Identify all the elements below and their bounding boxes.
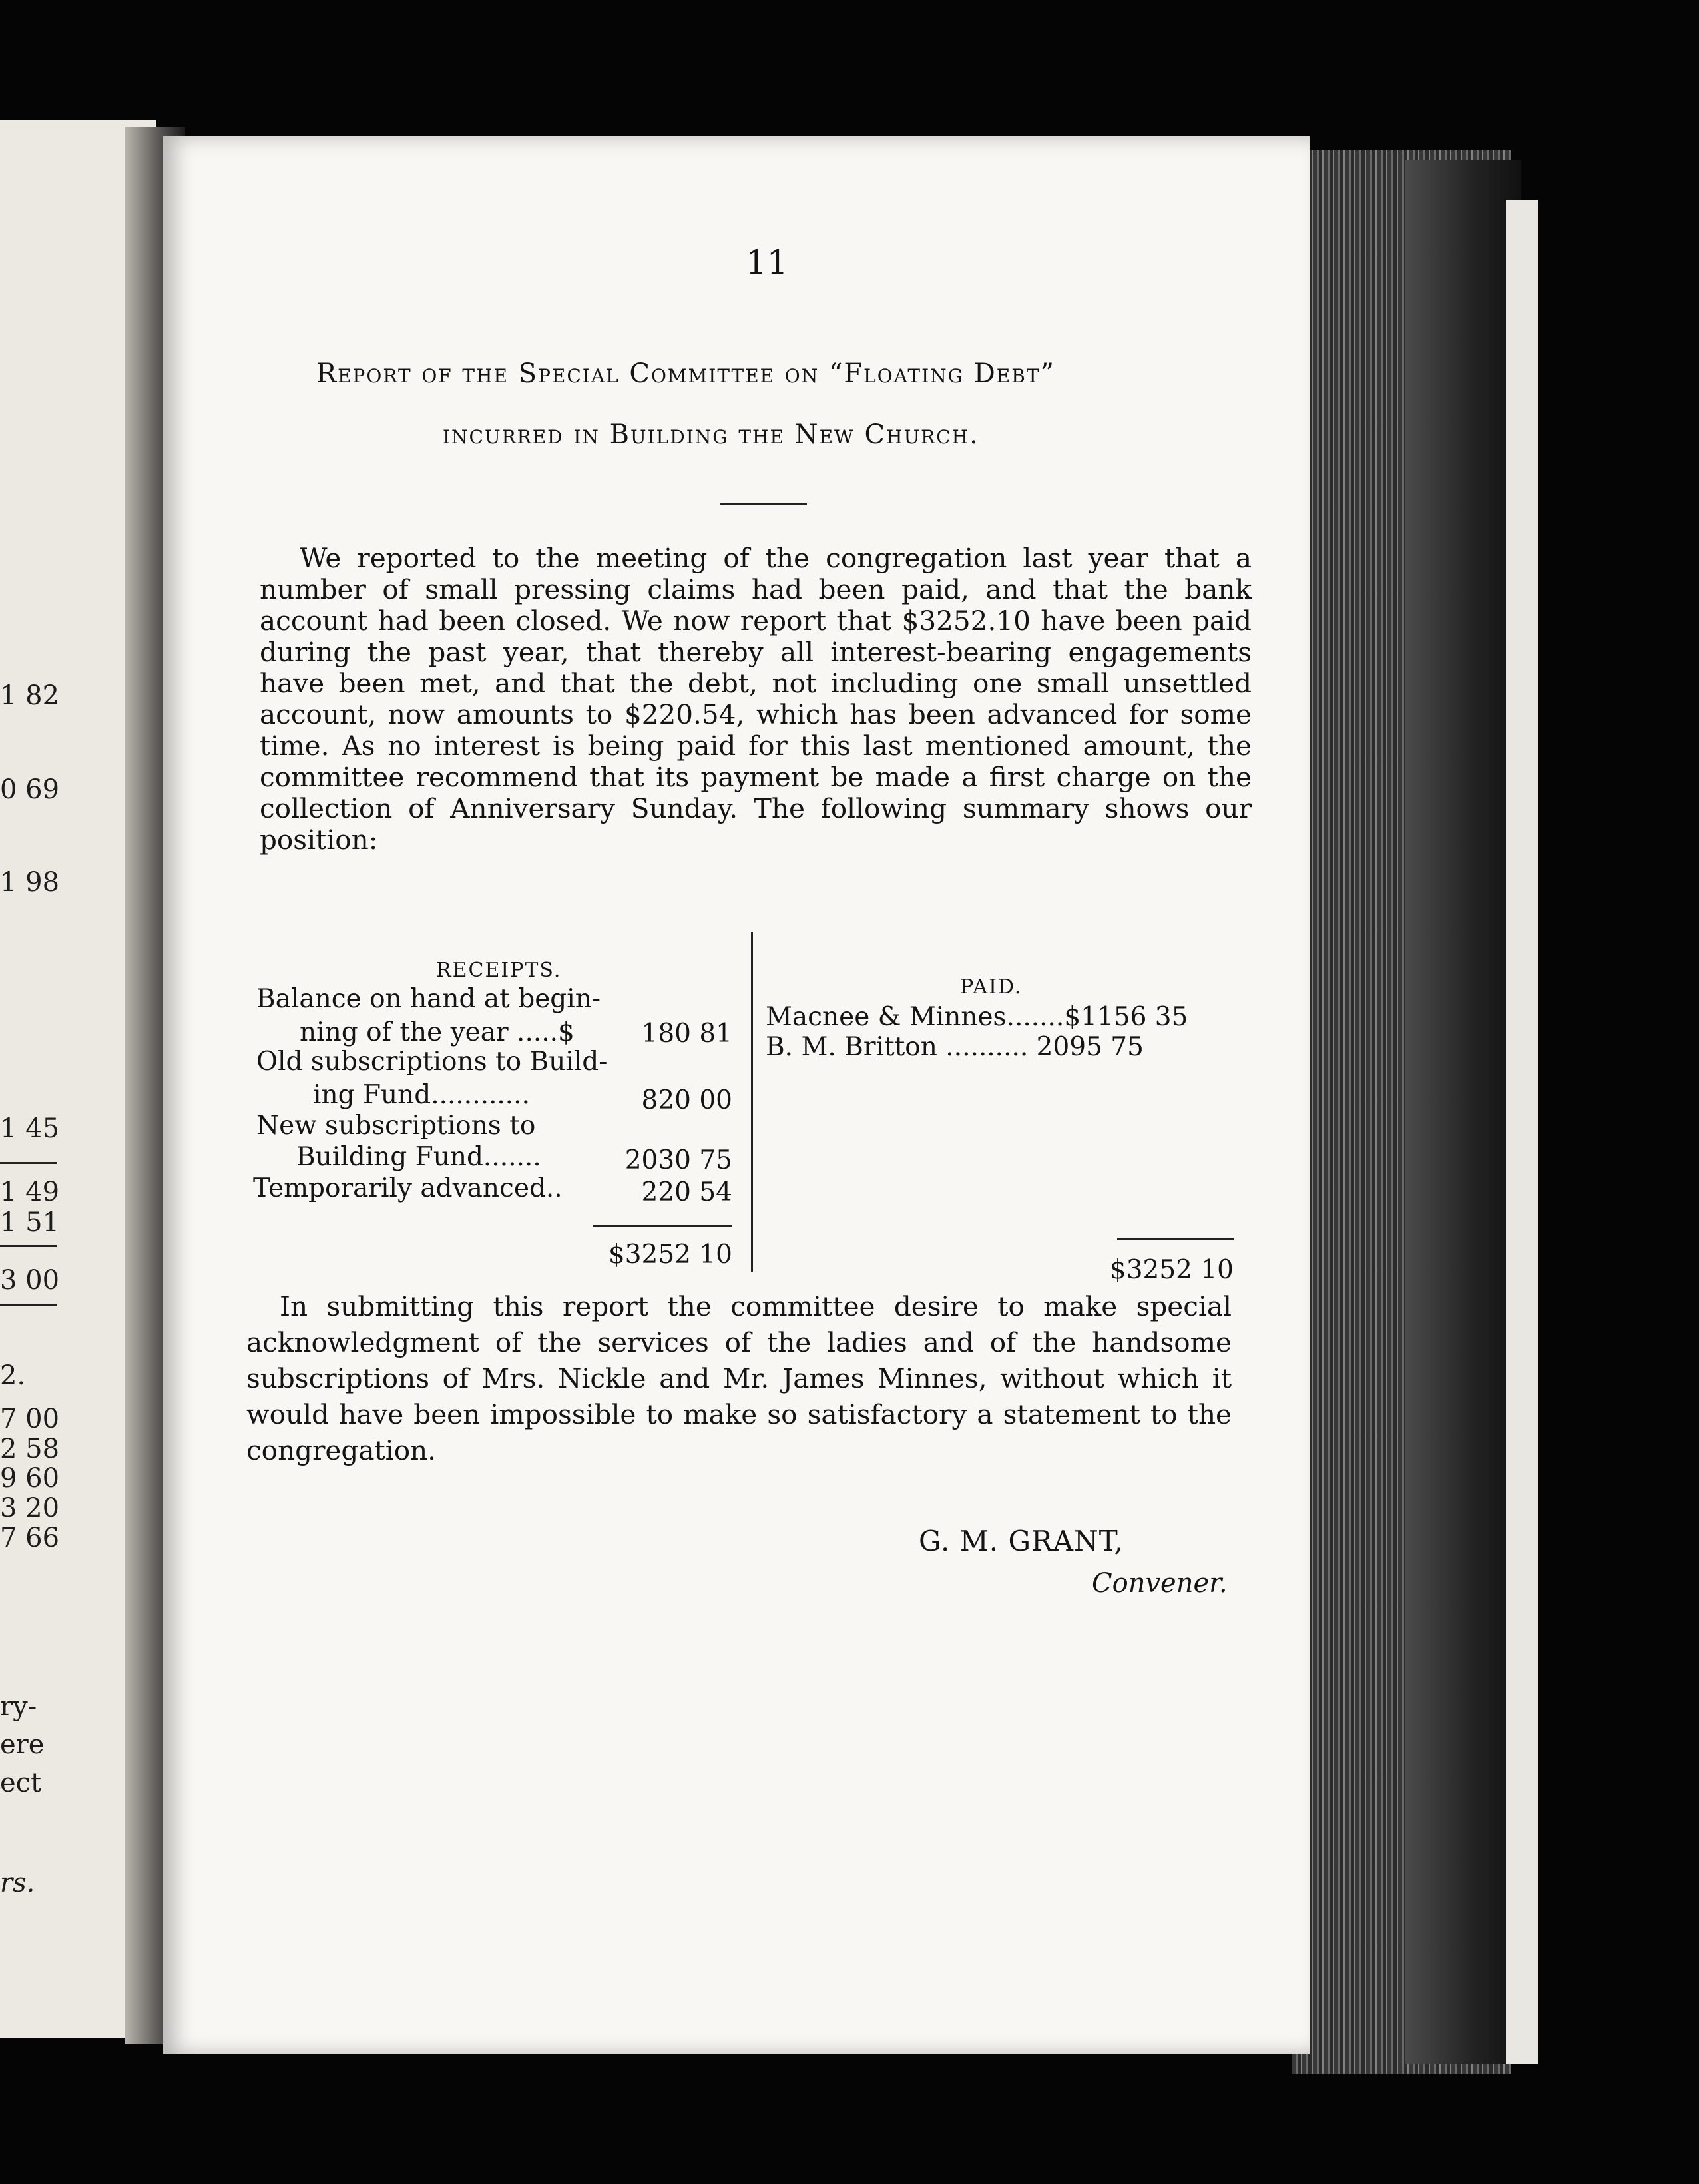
left-fragment: 1 82 — [0, 681, 60, 711]
paid-line: Macnee & Minnes.......$1156 35 — [766, 1002, 1188, 1032]
left-rule — [0, 1162, 57, 1164]
left-fragment: 7 00 — [0, 1404, 60, 1434]
receipts-header: RECEIPTS. — [436, 959, 562, 982]
page-edges-shadow — [1405, 160, 1521, 2064]
left-fragment: 1 45 — [0, 1113, 60, 1144]
closing-text: In submitting this report the committee desire to make special acknowledgment of the services of the ladies and of the handsome subscriptions of Mrs. Nickle and Mr. James Minnes, without which it would have been impossible to make so satisfactory a statement to the congregation. — [246, 1290, 1232, 1466]
receipt-line: Old subscriptions to Build- — [256, 1047, 608, 1077]
paid-header: PAID. — [960, 975, 1023, 999]
receipts-total: $3252 10 — [608, 1240, 732, 1270]
receipts-sum-rule — [593, 1225, 732, 1227]
cover-edge — [1506, 200, 1538, 2064]
left-fragment: 2. — [0, 1360, 26, 1391]
receipt-line: New subscriptions to — [256, 1111, 536, 1141]
paid-sum-rule — [1117, 1238, 1234, 1240]
left-fragment: 1 51 — [0, 1207, 60, 1238]
left-fragment: rs. — [0, 1868, 35, 1898]
receipt-line: Temporarily advanced.. — [253, 1173, 563, 1203]
receipt-line: ning of the year .....$ — [300, 1017, 575, 1047]
left-rule — [0, 1245, 57, 1247]
receipt-amount: 2030 75 — [624, 1145, 732, 1175]
left-fragment: 1 49 — [0, 1177, 60, 1207]
body-paragraph: We reported to the meeting of the congregation last year that a number of small pressing claims had been paid, and that the bank account had been closed. We now report that $3252.10 have been paid during the past year, that thereby all interest-bearing engagements have been met, and that the debt, not including one small unsettled account, now amounts to $220.54, which has been advanced for some time. As no interest is being paid for this last mentioned amount, the committee recommend that its payment be made a first charge on the collection of Anniversary Sunday. The following summary shows our position: — [260, 542, 1252, 856]
receipt-amount: 820 00 — [641, 1085, 732, 1115]
left-rule — [0, 1304, 57, 1306]
signature-name: G. M. GRANT, — [919, 1525, 1124, 1557]
column-divider — [751, 932, 753, 1272]
left-fragment: 3 20 — [0, 1493, 60, 1523]
receipt-amount: 180 81 — [641, 1019, 732, 1049]
left-fragment: 9 60 — [0, 1463, 60, 1494]
left-fragment: ect — [0, 1768, 42, 1798]
left-fragment: 1 98 — [0, 867, 60, 898]
left-fragment: 0 69 — [0, 774, 60, 805]
receipt-line: Building Fund....... — [296, 1142, 541, 1172]
left-fragment: ry- — [0, 1691, 37, 1722]
report-title-line1: Report of the Special Committee on “Floating Debt” — [316, 358, 1055, 389]
signature-title: Convener. — [1092, 1568, 1228, 1599]
receipt-line: Balance on hand at begin- — [256, 984, 601, 1014]
left-fragment: 3 00 — [0, 1265, 60, 1296]
paid-line: B. M. Britton .......... 2095 75 — [766, 1032, 1144, 1062]
closing-paragraph — [246, 1288, 1232, 1468]
receipt-line: ing Fund............ — [313, 1080, 530, 1110]
page-number: 11 — [746, 243, 788, 282]
receipt-amount: 220 54 — [641, 1177, 732, 1207]
left-fragment: 7 66 — [0, 1523, 60, 1553]
left-fragment: 2 58 — [0, 1434, 60, 1464]
title-rule — [720, 503, 807, 505]
report-title-line2: incurred in Building the New Church. — [443, 419, 979, 450]
paid-total: $3252 10 — [1109, 1255, 1234, 1285]
left-fragment: ere — [0, 1729, 45, 1760]
report-body — [260, 543, 1252, 856]
